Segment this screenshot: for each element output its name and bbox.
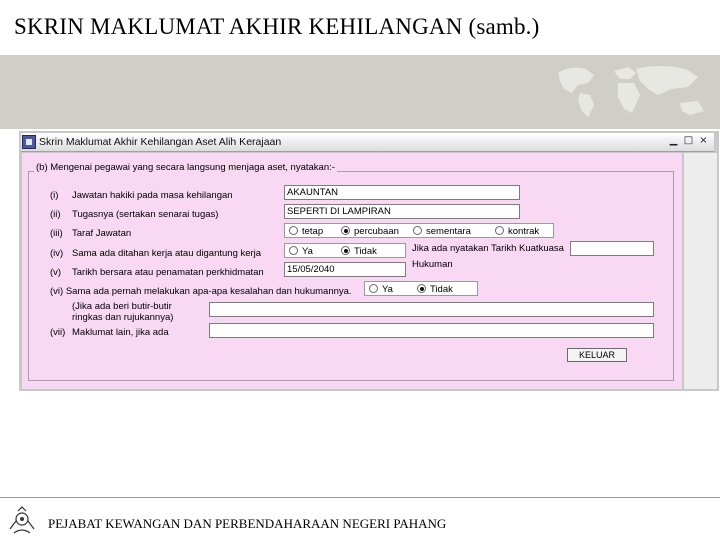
ditahan-kerja-radio-group xyxy=(284,243,406,258)
radio-circle-icon xyxy=(341,226,350,235)
label-kesalahan: (vi) Sama ada pernah melakukan apa-apa kesalahan dan hukumannya. xyxy=(50,286,352,297)
radio-circle-icon xyxy=(289,246,298,255)
app-icon xyxy=(22,135,36,149)
radio-label: Tidak xyxy=(430,284,453,295)
radio-circle-icon xyxy=(417,284,426,293)
label-kuatkuasa-line2: Hukuman xyxy=(412,259,453,270)
world-map-graphic xyxy=(548,59,718,125)
vertical-scrollbar[interactable] xyxy=(684,153,717,389)
radio-circle-icon xyxy=(289,226,298,235)
item-number-ii: (ii) xyxy=(50,209,61,220)
window-titlebar xyxy=(21,133,714,152)
radio-circle-icon xyxy=(413,226,422,235)
radio-label: kontrak xyxy=(508,226,540,237)
label-butir-line1: (Jika ada beri butir-butir xyxy=(72,301,172,312)
radio-label: Tidak xyxy=(354,246,377,257)
label-maklumat-lain: Maklumat lain, jika ada xyxy=(72,327,169,338)
close-icon[interactable]: × xyxy=(699,135,708,146)
item-number-i: (i) xyxy=(50,190,59,201)
label-tugas: Tugasnya (sertakan senarai tugas) xyxy=(72,209,219,220)
crest-logo-icon xyxy=(4,503,40,539)
tarikh-bersara-field[interactable]: 15/05/2040 xyxy=(284,262,406,277)
label-ditahan-kerja: Sama ada ditahan kerja atau digantung kerja xyxy=(72,248,262,259)
maximize-icon[interactable]: □ xyxy=(683,135,694,146)
tugas-field[interactable]: SEPERTI DI LAMPIRAN xyxy=(284,204,520,219)
item-number-v: (v) xyxy=(50,267,62,278)
radio-tetap[interactable] xyxy=(289,226,323,237)
radio-percubaan[interactable] xyxy=(341,226,399,237)
group-title: (b) Mengenai pegawai yang secara langsung menjaga aset, nyatakan:- xyxy=(36,162,335,173)
kesalahan-radio-group xyxy=(364,281,478,296)
slide-title: SKRIN MAKLUMAT AKHIR KEHILANGAN (samb.) xyxy=(14,14,540,39)
radio-label: tetap xyxy=(302,226,324,237)
radio-ya[interactable] xyxy=(289,246,313,257)
label-jawatan-hakiki: Jawatan hakiki pada masa kehilangan xyxy=(72,190,233,201)
taraf-jawatan-radio-group xyxy=(284,223,554,238)
footer-text: PEJABAT KEWANGAN DAN PERBENDAHARAAN NEGERI PAHANG xyxy=(48,516,447,531)
radio-tidak[interactable] xyxy=(341,246,377,257)
item-number-iv: (iv) xyxy=(50,248,64,259)
item-number-vii: (vii) xyxy=(50,327,66,338)
window-title: Skrin Maklumat Akhir Kehilangan Aset Alih Kerajaan xyxy=(39,136,282,148)
keluar-button[interactable]: KELUAR xyxy=(567,348,627,362)
radio-label: percubaan xyxy=(354,226,399,237)
butir-kesalahan-field[interactable] xyxy=(209,302,654,317)
jawatan-hakiki-field[interactable]: AKAUNTAN xyxy=(284,185,520,200)
radio-label: Ya xyxy=(382,284,393,295)
radio-circle-icon xyxy=(369,284,378,293)
radio-kontrak[interactable] xyxy=(495,226,539,237)
label-taraf-jawatan: Taraf Jawatan xyxy=(72,228,132,239)
tarikh-kuatkuasa-field[interactable] xyxy=(570,241,654,256)
header-banner xyxy=(0,55,720,129)
radio-ya[interactable] xyxy=(369,284,393,295)
form-panel xyxy=(22,153,682,389)
maklumat-lain-field[interactable] xyxy=(209,323,654,338)
radio-label: Ya xyxy=(302,246,313,257)
radio-sementara[interactable] xyxy=(413,226,471,237)
application-window xyxy=(19,131,719,391)
radio-label: sementara xyxy=(426,226,471,237)
label-tarikh-bersara: Tarikh bersara atau penamatan perkhidmatan xyxy=(72,267,264,278)
item-number-iii: (iii) xyxy=(50,228,63,239)
label-kuatkuasa-line1: Jika ada nyatakan Tarikh Kuatkuasa xyxy=(412,243,564,254)
label-butir-line2: ringkas dan rujukannya) xyxy=(72,312,174,323)
radio-circle-icon xyxy=(341,246,350,255)
radio-circle-icon xyxy=(495,226,504,235)
minimize-icon[interactable]: ▁ xyxy=(669,135,678,146)
footer-divider xyxy=(0,497,720,498)
radio-tidak[interactable] xyxy=(417,284,453,295)
